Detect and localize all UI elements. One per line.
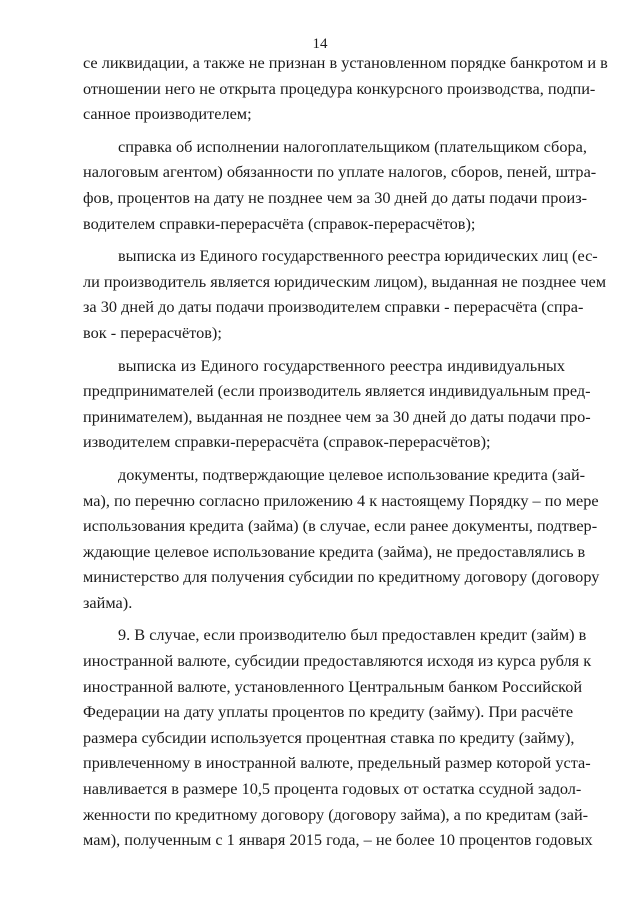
paragraph-loan-usage-documents [83, 462, 600, 616]
text-line: отношении него не открыта процедура конкурсного производства, подпи- [83, 78, 596, 98]
text-line: санное производителем; [83, 104, 252, 124]
text-line: министерство для получения субсидии по кредитному договору (договору [83, 567, 600, 587]
text-line: фов, процентов на дату не позднее чем за 30 дней до даты подачи произ- [83, 187, 588, 207]
paragraph-tax-certificate [83, 134, 597, 236]
text-line: документы, подтверждающие целевое использование кредита (зай- [118, 464, 586, 484]
text-line: 9. В случае, если производителю был предоставлен кредит (займ) в [118, 625, 587, 645]
text-line: се ликвидации, а также не признан в установленном порядке банкротом и в [83, 53, 608, 72]
text-line: размера субсидии используется процентная ставка по кредиту (займу), [83, 727, 575, 747]
text-line: использования кредита (займа) (в случае, если ранее документы, подтвер- [83, 516, 598, 536]
text-line: ма), по перечню согласно приложению 4 к настоящему Порядку – по мере [83, 490, 599, 510]
paragraph-certificate-no-bankruptcy [83, 50, 608, 127]
text-line: выписка из Единого государственного реестра индивидуальных [118, 355, 565, 375]
paragraph-egrip-extract [83, 353, 591, 455]
text-line: привлеченному в иностранной валюте, предельный размер которой уста- [83, 753, 591, 773]
text-line: ждающие целевое использование кредита (займа), не предоставлялись в [83, 541, 586, 561]
page-number: 14 [312, 36, 328, 52]
text-line: иностранной валюте, установленного Центральным банком Российской [83, 676, 583, 696]
text-line: навливается в размере 10,5 процента годовых от остатка ссудной задол- [83, 779, 582, 799]
text-line: принимателем), выданная не позднее чем за 30 дней до даты подачи про- [83, 406, 591, 426]
text-line: ли производитель является юридическим лицом), выданная не позднее чем [83, 271, 607, 291]
text-line: изводителем справки-перерасчёта (справок-перерасчётов); [83, 432, 491, 452]
paragraph-egrul-extract [83, 243, 607, 345]
text-line: налоговым агентом) обязанности по уплате налогов, сборов, пеней, штра- [83, 162, 597, 182]
paragraph-clause-9-foreign-currency [83, 622, 593, 852]
text-line: предпринимателей (если производитель является индивидуальным пред- [83, 381, 591, 401]
text-line: за 30 дней до даты подачи производителем справки - перерасчёта (спра- [83, 297, 584, 317]
text-line: справка об исполнении налогоплательщиком (плательщиком сбора, [118, 136, 587, 156]
text-line: мам), полученным с 1 января 2015 года, – не более 10 процентов годовых [83, 830, 593, 850]
text-line: вок - перерасчётов); [83, 322, 222, 342]
text-line: женности по кредитному договору (договору займа), а по кредитам (зай- [83, 804, 589, 824]
document-body [83, 50, 608, 853]
text-line: выписка из Единого государственного реестра юридических лиц (ес- [118, 246, 598, 266]
text-line: иностранной валюте, субсидии предоставляются исходя из курса рубля к [83, 651, 592, 671]
text-line: Федерации на дату уплаты процентов по кредиту (займу). При расчёте [83, 702, 574, 722]
text-line: займа). [83, 592, 133, 612]
text-line: водителем справки-перерасчёта (справок-перерасчётов); [83, 213, 476, 233]
